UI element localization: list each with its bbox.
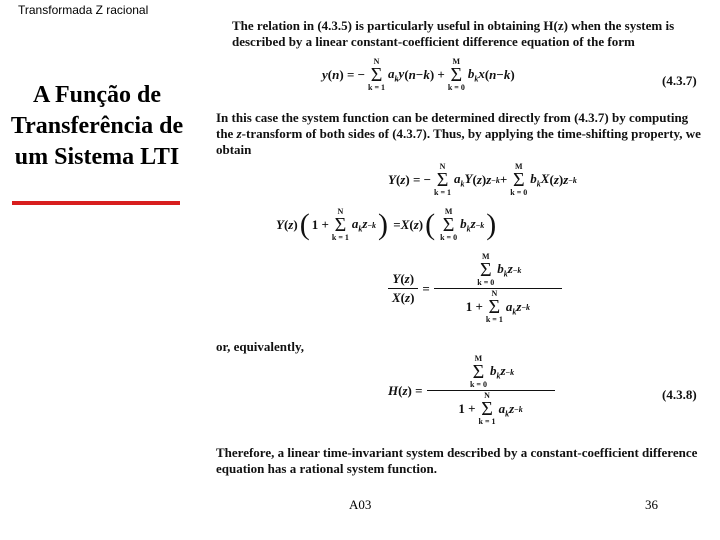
equation-factored: Y ( z ) ( 1 + N Σ k = 1 $a_kz$ −k ) = X ( z ) ( M Σ k = 0 $b_kz$ −k ): [276, 207, 497, 242]
sum-symbol: M Σ k = 0: [440, 207, 458, 242]
equation-ztransform: Y ( z ) = − N Σ k = 1 $a_kY$ ( z ) z −k + M Σ k = 0 $b_kX$ ( z ) z −k: [388, 162, 577, 197]
middle-text: In this case the system function can be determined directly from (4.3.7) by computing the z-transform of both sides of (4.3.7). Thus, by applying the time-shifting property, we obtain: [216, 110, 701, 157]
sum-symbol: M Σ k = 0: [469, 354, 487, 389]
equation-4-3-8: H ( z ) = M Σ k = 0 $b_kz$ −k 1 + N Σ k = 1 $a_kz$ −k: [388, 355, 559, 426]
sum-symbol: M Σ k = 0: [447, 57, 465, 92]
middle-paragraph: [216, 110, 704, 158]
conclusion-text: Therefore, a linear time-invariant system described by a constant-coefficient difference equation has a rational system function.: [216, 445, 698, 476]
sum-symbol: M Σ k = 0: [477, 252, 495, 287]
footer-code: A03: [349, 497, 372, 512]
equation-ratio: Y ( z ) X ( z ) = M Σ k = 0 $b_kz$ −k 1 + N Σ k = 1 $a_kz$ −k: [384, 253, 566, 324]
page-number: 36: [645, 497, 658, 512]
equation-number-4-3-8: (4.3.8): [662, 387, 697, 402]
conclusion-paragraph: [216, 445, 704, 477]
slide-title: A Função de Transferência de um Sistema LTI: [10, 82, 184, 170]
fraction: M Σ k = 0 $b_kz$ −k 1 + N Σ k = 1 $a_kz$ −k: [434, 253, 562, 324]
title-underline: [12, 201, 180, 205]
or-equivalently-text: or, equivalently,: [216, 339, 305, 354]
sum-symbol: N Σ k = 1: [331, 207, 349, 242]
sum-symbol: M Σ k = 0: [510, 162, 528, 197]
sum-symbol: N Σ k = 1: [478, 391, 496, 427]
equation-4-3-7: y ( n ) = − N Σ k = 1 $a_ky$ ( n − k ) + M Σ k = 0 $b_kx$ ( n − k ): [322, 57, 515, 92]
sum-symbol: N Σ k = 1: [485, 289, 503, 325]
intro-text: The relation in (4.3.5) is particularly useful in obtaining H(z) when the system is described by a linear constant-coefficient difference equation of the form: [232, 18, 675, 49]
slide-header-label: Transformada Z racional: [18, 3, 149, 17]
sum-symbol: N Σ k = 1: [368, 57, 386, 92]
fraction: Y ( z ) X ( z ): [388, 271, 418, 306]
fraction: M Σ k = 0 $b_kz$ −k 1 + N Σ k = 1 $a_kz$ −k: [427, 355, 555, 426]
intro-paragraph: [232, 18, 704, 50]
or-equivalently-paragraph: [216, 339, 716, 355]
sum-symbol: N Σ k = 1: [434, 162, 452, 197]
equation-number-4-3-7: (4.3.7): [662, 73, 697, 88]
